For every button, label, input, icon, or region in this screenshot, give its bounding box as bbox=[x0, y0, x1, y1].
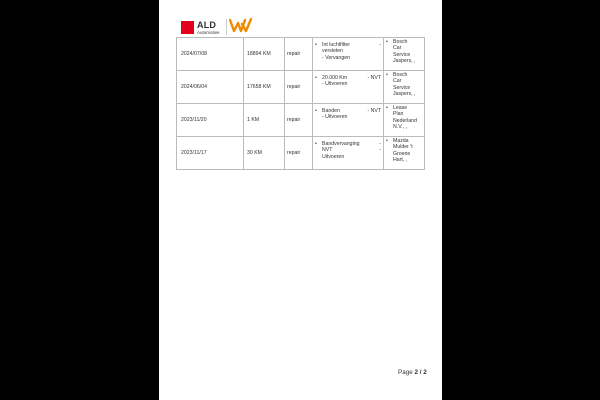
description-cell bbox=[313, 38, 384, 71]
bullet-icon: • bbox=[315, 75, 317, 81]
description-text bbox=[315, 154, 344, 160]
leaseplan-logo-icon bbox=[229, 18, 253, 34]
description-text bbox=[315, 81, 347, 87]
page-separator: / bbox=[419, 369, 422, 376]
garage-line: Groene bbox=[393, 150, 411, 157]
bullet-icon: • bbox=[386, 138, 388, 144]
date-cell: 2024/07/08 bbox=[177, 38, 244, 71]
garage-line: N.V., , bbox=[393, 124, 407, 131]
description-left: - Uitvoeren bbox=[322, 81, 348, 88]
garage-cell bbox=[384, 104, 425, 137]
garage-text: Bosch bbox=[393, 39, 408, 45]
bullet-icon: • bbox=[386, 39, 388, 45]
type-cell: repair bbox=[285, 104, 313, 137]
description-text bbox=[315, 114, 347, 120]
type-cell: repair bbox=[285, 71, 313, 104]
description-line bbox=[315, 55, 381, 61]
description-cell bbox=[313, 104, 384, 137]
garage-text: Bosch bbox=[393, 72, 408, 78]
garage-text: Lease bbox=[393, 105, 408, 111]
date-cell: 2024/06/04 bbox=[177, 71, 244, 104]
ald-logo-subtext: Automotive bbox=[197, 30, 220, 35]
ald-logo-square bbox=[181, 21, 194, 34]
description-left: NVT bbox=[322, 147, 333, 154]
page-label: Page bbox=[398, 369, 413, 376]
description-right: - bbox=[379, 42, 381, 48]
bullet-icon: • bbox=[315, 108, 317, 114]
description-left: 20.000 Km bbox=[322, 75, 348, 81]
date-cell: 2023/11/20 bbox=[177, 104, 244, 137]
description-cell bbox=[313, 137, 384, 170]
bullet-icon: • bbox=[315, 141, 317, 147]
maintenance-history-table bbox=[176, 37, 425, 170]
bullet-icon: • bbox=[315, 42, 317, 48]
page-current: 2 bbox=[414, 369, 418, 376]
type-cell: repair bbox=[285, 38, 313, 71]
garage-line: Service bbox=[393, 51, 411, 58]
page-total: 2 bbox=[423, 369, 427, 376]
table-row bbox=[177, 71, 425, 104]
description-line bbox=[315, 154, 381, 160]
description-right: - bbox=[379, 147, 381, 154]
garage-line: Mulder 't bbox=[393, 144, 413, 151]
description-right: - bbox=[379, 141, 381, 147]
mileage-cell: 30 KM bbox=[244, 137, 285, 170]
description-left: Banden bbox=[322, 108, 340, 114]
garage-line: Jaspers, , bbox=[393, 58, 416, 65]
garage-text: Mazda bbox=[393, 138, 409, 144]
date-cell: 2023/11/17 bbox=[177, 137, 244, 170]
ald-logo-text: ALD bbox=[197, 20, 217, 30]
mileage-cell: 1 KM bbox=[244, 104, 285, 137]
garage-line: Plan bbox=[393, 111, 404, 118]
bullet-icon: • bbox=[386, 105, 388, 111]
description-left: - Uitvoeren bbox=[322, 114, 348, 121]
table-row bbox=[177, 104, 425, 137]
table-row bbox=[177, 137, 425, 170]
garage-cell bbox=[384, 38, 425, 71]
description-line bbox=[315, 81, 381, 87]
description-right: - NVT bbox=[367, 75, 381, 81]
mileage-cell: 18894 KM bbox=[244, 38, 285, 71]
garage-line: Car bbox=[393, 45, 402, 52]
garage-line: Car bbox=[393, 78, 402, 85]
logo-divider bbox=[226, 19, 227, 35]
description-right: - NVT bbox=[367, 108, 381, 114]
table-row bbox=[177, 38, 425, 71]
garage-cell bbox=[384, 137, 425, 170]
type-cell: repair bbox=[285, 137, 313, 170]
mileage-cell: 17658 KM bbox=[244, 71, 285, 104]
description-cell bbox=[313, 71, 384, 104]
page-number bbox=[398, 369, 427, 376]
description-left: Int luchtfilter bbox=[322, 42, 350, 48]
description-line bbox=[315, 114, 381, 120]
description-left: - Vervangen bbox=[322, 54, 350, 61]
garage-line: Hart, , bbox=[393, 157, 408, 164]
garage-line: Jaspers, , bbox=[393, 91, 416, 98]
garage-line: Service bbox=[393, 84, 411, 91]
description-left: Bandvervanging bbox=[322, 141, 360, 147]
description-left: Uitvoeren bbox=[322, 153, 345, 160]
bullet-icon: • bbox=[386, 72, 388, 78]
garage-line: Nederland bbox=[393, 117, 417, 124]
description-text bbox=[315, 55, 350, 61]
description-left: versleten bbox=[322, 48, 344, 55]
garage-cell bbox=[384, 71, 425, 104]
